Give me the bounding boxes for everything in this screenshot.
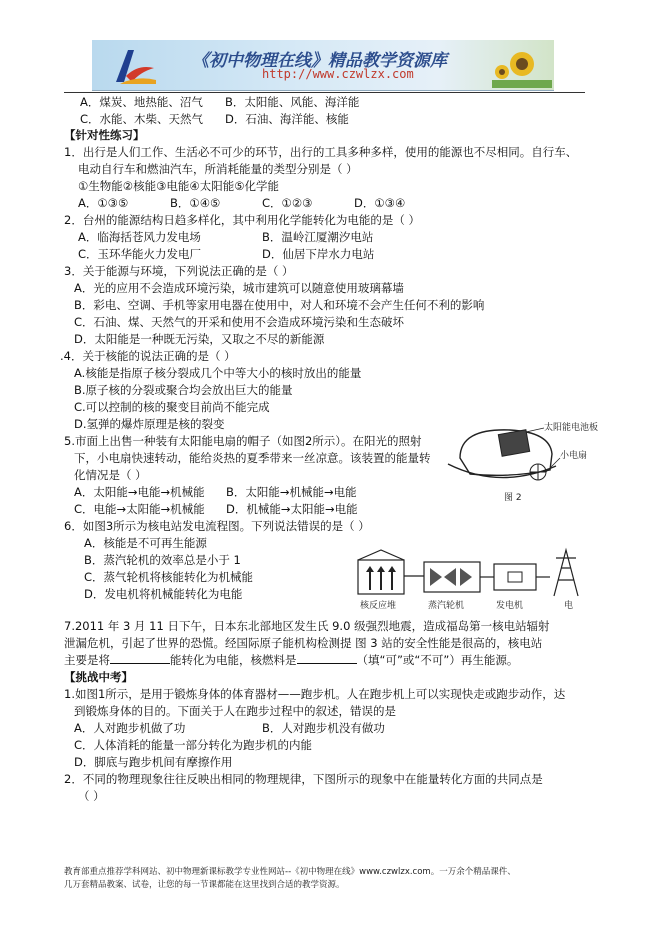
c1-line2: 到锻炼身体的目的。下面关于人在跑步过程中的叙述，错误的是 xyxy=(74,704,396,718)
footer-line1: 教育部重点推荐学科网站、初中物理新课标教学专业性网站--《初中物理在线》www.czwlzx.com。一万余个精品课件、 xyxy=(64,867,516,877)
fig2-label-fan: 小电扇 xyxy=(560,451,588,461)
q6-option-a: A．核能是不可再生能源 xyxy=(84,536,207,550)
figure-2-solar-hat xyxy=(440,418,599,508)
q1-line3: ①生物能②核能③电能④太阳能⑤化学能 xyxy=(78,179,280,193)
q6-option-b: B．蒸汽轮机的效率总是小于 1 xyxy=(84,553,241,567)
q7-line3-part-a: 主要是将 xyxy=(64,653,110,667)
header-rule xyxy=(64,92,585,93)
q1-line2: 电动自行车和燃油汽车，所消耗能量的类型分别是（ ） xyxy=(78,162,358,176)
q1-option-d: D．①③④ xyxy=(354,196,406,210)
fig3-generator-label: 发电机 xyxy=(496,601,524,611)
q4-option-d: D.氢弹的爆炸原理是核的裂变 xyxy=(74,417,225,431)
q7-line3 xyxy=(64,652,518,668)
q4-stem: .4．关于核能的说法正确的是（ ） xyxy=(60,349,236,363)
header-banner xyxy=(92,40,554,91)
q6-option-d: D．发电机将机械能转化为电能 xyxy=(84,587,243,601)
q7-line2: 泄漏危机，引起了世界的恐慌。经国际原子能机构检测提 图 3 站的安全性能是很高的，核电站 xyxy=(64,636,543,650)
q1-option-a: A．①③⑤ xyxy=(78,196,129,210)
q2-stem: 2．台州的能源结构日趋多样化，其中利用化学能转化为电能的是（ ） xyxy=(64,213,420,227)
figure-3-nuclear-flow xyxy=(356,546,586,612)
practice-section-title: 【针对性练习】 xyxy=(64,128,145,142)
q5-option-c: C．电能→太阳能→机械能 xyxy=(74,502,205,516)
q7-blank-1[interactable] xyxy=(110,652,170,664)
q2-option-a: A．临海括苍风力发电场 xyxy=(78,230,201,244)
q7-line1: 7.2011 年 3 月 11 日下午，日本东北部地区发生氏 9.0 级强烈地震，造成福岛第一核电站辐射 xyxy=(64,619,550,633)
q7-line3-part-b: 能转化为电能，核燃料是 xyxy=(170,653,297,667)
c1-option-c: C．人体消耗的能量一部分转化为跑步机的内能 xyxy=(74,738,313,752)
q2-option-d: D．仙居下岸水力电站 xyxy=(262,247,375,261)
top-option-a: A．煤炭、地热能、沼气 xyxy=(80,95,203,109)
c1-line1: 1.如图1所示，是用于锻炼身体的体育器材——跑步机。人在跑步机上可以实现快走或跑步动作，达 xyxy=(64,687,566,701)
c2-line2: （ ） xyxy=(78,789,105,803)
q5-option-a: A．太阳能→电能→机械能 xyxy=(74,485,205,499)
q1-line1: 1．出行是人们工作、生活必不可少的环节，出行的工具多种多样，使用的能源也不尽相同。自行车、 xyxy=(64,145,578,159)
q2-option-b: B．温岭江厦潮汐电站 xyxy=(262,230,374,244)
q5-line1: 5.市面上出售一种装有太阳能电扇的帽子（如图2所示）。在阳光的照射 xyxy=(64,434,422,448)
fig2-label-panel: 太阳能电池板 xyxy=(544,423,599,433)
q3-option-d: D．太阳能是一种既无污染，又取之不尽的新能源 xyxy=(74,332,325,346)
q3-stem: 3．关于能源与环境，下列说法正确的是（ ） xyxy=(64,264,294,278)
banner-title: 《初中物理在线》精品教学资源库 xyxy=(192,51,447,71)
site-logo xyxy=(110,46,158,86)
top-option-c: C．水能、木柴、天然气 xyxy=(80,112,204,126)
q5-option-d: D．机械能→太阳能→电能 xyxy=(226,502,358,516)
q6-option-c: C．蒸气轮机将核能转化为机械能 xyxy=(84,570,254,584)
fig3-reactor-label: 核反应堆 xyxy=(360,601,397,611)
q2-option-c: C．玉环华能火力发电厂 xyxy=(78,247,202,261)
q1-option-b: B．①④⑤ xyxy=(170,196,221,210)
q3-option-c: C．石油、煤、天然气的开采和使用不会造成环境污染和生态破坏 xyxy=(74,315,405,329)
c1-option-d: D．脚底与跑步机间有摩擦作用 xyxy=(74,755,233,769)
q3-option-b: B．彩电、空调、手机等家用电器在使用中，对人和环境不会产生任何不利的影响 xyxy=(74,298,485,312)
q6-stem: 6．如图3所示为核电站发电流程图。下列说法错误的是（ ） xyxy=(64,519,370,533)
q7-blank-2[interactable] xyxy=(297,652,357,664)
nuclear-flow-drawing xyxy=(356,546,586,598)
q1-option-c: C．①②③ xyxy=(262,196,313,210)
fig3-power-label: 电 xyxy=(564,601,574,611)
c2-line1: 2．不同的物理现象往往反映出相同的物理规律，下图所示的现象中在能量转化方面的共同点是 xyxy=(64,772,543,786)
footer-line2: 几万套精品教案、试卷，让您的每一节课都能在这里找到合适的教学资源。 xyxy=(64,880,345,890)
q5-option-b: B．太阳能→机械能→电能 xyxy=(226,485,357,499)
top-option-d: D．石油、海洋能、核能 xyxy=(225,112,349,126)
fig3-turbine-label: 蒸汽轮机 xyxy=(428,601,465,611)
c1-option-b: B．人对跑步机没有做功 xyxy=(262,721,385,735)
c1-option-a: A．人对跑步机做了功 xyxy=(74,721,186,735)
fig2-caption: 图 2 xyxy=(504,493,522,503)
top-option-b: B．太阳能、风能、海洋能 xyxy=(225,95,360,109)
sunflower-image xyxy=(492,42,552,88)
q4-option-c: C.可以控制的核的聚变目前尚不能完成 xyxy=(74,400,270,414)
banner-url[interactable]: http://www.czwlzx.com xyxy=(262,67,414,81)
q5-line3: 化情况是（ ） xyxy=(74,468,147,482)
q3-option-a: A．光的应用不会造成环境污染，城市建筑可以随意使用玻璃幕墙 xyxy=(74,281,404,295)
q5-line2: 下，小电扇快速转动，能给炎热的夏季带来一丝凉意。该装置的能量转 xyxy=(74,451,431,465)
q4-option-b: B.原子核的分裂或聚合均会放出巨大的能量 xyxy=(74,383,293,397)
q4-option-a: A.核能是指原子核分裂成几个中等大小的核时放出的能量 xyxy=(74,366,362,380)
challenge-section-title: 【挑战中考】 xyxy=(64,670,133,684)
q7-line3-part-c: （填“可”或“不可”）再生能源。 xyxy=(356,653,519,667)
